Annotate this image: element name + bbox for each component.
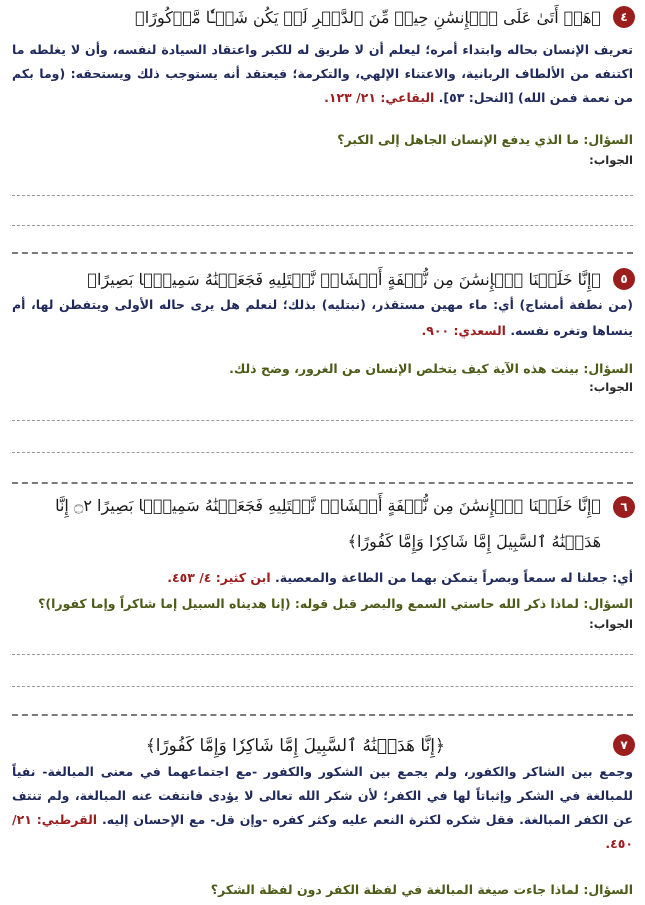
answer-label: الجواب: — [589, 380, 633, 394]
answer-line[interactable] — [12, 686, 633, 687]
commentary-text: أي: جعلنا له سمعاً وبصراً يتمكن بهما من الطاعة والمعصية. — [274, 570, 633, 585]
verse-row — [0, 0, 645, 32]
answer-label: الجواب: — [589, 153, 633, 167]
answer-line[interactable] — [12, 225, 633, 226]
section-7 — [0, 728, 645, 897]
section-divider — [12, 482, 633, 484]
answer-line[interactable] — [12, 452, 633, 453]
question: السؤال: ما الذي يدفع الإنسان الجاهل إلى الكبر؟ — [337, 132, 633, 147]
verse-text: ﴿إِنَّا خَلَقۡنَا ٱلۡإِنسَٰنَ مِن نُّطۡفَةٍ أَمۡشَاجٖ نَّبۡتَلِيهِ فَجَعَلۡنَٰهُ سَمِيعَۢا بَصِيرًا ۝٢ إِنَّا هَدَيۡنَٰهُ ٱلسَّبِيلَ إِمَّا شَاكِرٗا وَإِمَّا كَفُورًا﴾ — [55, 496, 601, 551]
question: السؤال: لماذا ذكر الله حاستي السمع والبصر قبل قوله: (إنا هديناه السبيل إما شاكراً وإما كفورا)؟ — [38, 596, 633, 611]
commentary — [12, 292, 633, 344]
source-reference: ابن كثير: ٤/ ٤٥٣. — [167, 570, 271, 585]
commentary — [12, 38, 633, 110]
verse-row — [0, 728, 645, 760]
verse-text: ﴿هَلۡ أَتَىٰ عَلَى ٱلۡإِنسَٰنِ حِينٞ مِّنَ ٱلدَّهۡرِ لَمۡ يَكُن شَيۡـٔٗا مَّذۡكُورًا﴾ — [135, 8, 601, 27]
commentary — [12, 566, 633, 590]
verse-number-badge: ٤ — [613, 6, 635, 28]
source-reference: البقاعي: ٢١/ ١٢٣. — [324, 90, 435, 105]
answer-line[interactable] — [12, 654, 633, 655]
answer-label: الجواب: — [589, 617, 633, 631]
verse-number-badge: ٦ — [613, 496, 635, 518]
verse-text: ﴿إِنَّا خَلَقۡنَا ٱلۡإِنسَٰنَ مِن نُّطۡفَةٍ أَمۡشَاجٖ نَّبۡتَلِيهِ فَجَعَلۡنَٰهُ سَمِيعَۢا بَصِيرًا﴾ — [87, 270, 601, 289]
answer-line[interactable] — [12, 195, 633, 196]
commentary — [12, 760, 633, 856]
verse-row — [0, 262, 645, 294]
commentary-text: تعريف الإنسان بحاله وابتداء أمره؛ ليعلم أن لا طريق له للكبر واعتقاد السيادة لنفسه، وأن لا يغلطه ما اكتنفه من الألطاف الربانية، والاعتناء الإلهي، والتكرمة؛ فيعتقد أنه يستوجب ذلك ويستحقه: (وما بكم من نعمة فمن الله) [النحل: ٥٣]. — [12, 42, 633, 105]
commentary-text: وجمع بين الشاكر والكفور، ولم يجمع بين الشكور والكفور -مع اجتماعهما في معنى المبالغة- نفياً للمبالغة في الشكر وإثباتاً لها في الكفر؛ لأن شكر الله تعالى لا يؤدى فانتفت عنه المبالغة، ولم تنتف عن الكفر المبالغة. فقل شكره لكثرة النعم عليه وكثر كفره -وإن قل- مع الإحسان إليه. — [12, 764, 633, 827]
section-divider — [12, 714, 633, 716]
section-4 — [0, 0, 645, 167]
question: السؤال: بينت هذه الآية كيف يتخلص الإنسان من الغرور، وضح ذلك. — [229, 361, 633, 376]
answer-line[interactable] — [12, 420, 633, 421]
verse-number-badge: ٥ — [613, 268, 635, 290]
section-divider — [12, 252, 633, 254]
section-5 — [0, 262, 645, 394]
verse-number-badge: ٧ — [613, 734, 635, 756]
question: السؤال: لماذا جاءت صيغة المبالغة في لفظة الكفر دون لفظة الشكر؟ — [210, 882, 633, 897]
verse-text: ﴿إِنَّا هَدَيۡنَٰهُ ٱلسَّبِيلَ إِمَّا شَاكِرٗا وَإِمَّا كَفُورًا﴾ — [145, 736, 445, 756]
commentary-text: (من نطفة أمشاج) أي: ماء مهين مستقذر، (نبتليه) بذلك؛ لنعلم هل يرى حاله الأولى ويتفطن لها، أم ينساها وتغره نفسه. — [12, 297, 633, 338]
source-reference: السعدي: ٩٠٠. — [421, 323, 506, 338]
source-reference: القرطبي: ٢١/ ٤٥٠. — [12, 812, 633, 851]
